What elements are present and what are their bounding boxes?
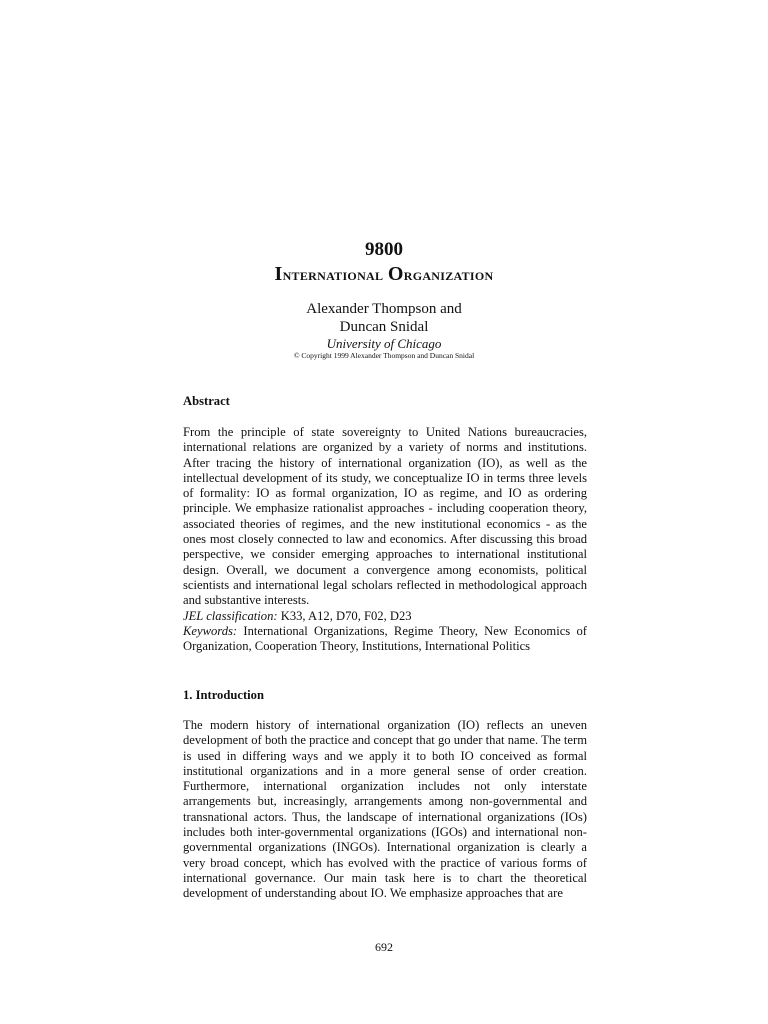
keywords-label: Keywords:	[183, 623, 238, 638]
title-initial-2: O	[387, 263, 404, 285]
authors-block	[0, 300, 768, 336]
document-number: 9800	[365, 239, 403, 260]
affiliation: University of Chicago	[326, 336, 442, 351]
title-initial-1: I	[274, 263, 283, 285]
document-title	[0, 262, 768, 287]
abstract-paragraph: From the principle of state sovereignty to United Nations bureaucracies, international relations are organized by a variety of norms and institutions. After tracing the history of international organization (IO), as well as the intellectual development of its study, we conceptualize IO in terms three levels of formality: IO as formal organization, IO as regime, and IO as ordering principle. We emphasize rationalist approaches - including cooperation theory, associated theories of regimes, and the new institutional economics - as the ones most closely connected to law and economics. After discussing this broad perspective, we consider emerging approaches to international institutional design. Overall, we document a convergence among economists, political scientists and international legal scholars reflected in methodological approach and substantive interests.	[183, 425, 587, 608]
jel-value: K33, A12, D70, F02, D23	[277, 608, 412, 623]
jel-classification	[183, 609, 587, 624]
copyright-notice: © Copyright 1999 Alexander Thompson and Duncan Snidal	[293, 351, 475, 360]
introduction-heading: 1. Introduction	[183, 688, 264, 702]
abstract-heading: Abstract	[183, 394, 230, 408]
keywords-value: International Organizations, Regime Theory, New Economics of Organization, Cooperation Theory, Institutions, International Politics	[183, 623, 587, 654]
keywords	[183, 624, 587, 655]
introduction-paragraph: The modern history of international organization (IO) reflects an uneven development of both the practice and concept that go under that name. The term is used in differing ways and we apply it to both IO conceived as formal institutional organizations and in a more general sense of order creation. Furthermore, international organization includes not only interstate arrangements but, increasingly, arrangements among non-governmental and transnational actors. Thus, the landscape of international organizations (IOs) includes both inter-governmental organizations (IGOs) and international non-governmental organizations (INGOs). International organization is clearly a very broad concept, which has evolved with the practice of various forms of international governance. Our main task here is to chart the theoretical development of understanding about IO. We emphasize approaches that are	[183, 718, 587, 901]
page-number: 692	[375, 940, 393, 954]
title-word-1-rest: nternational	[282, 265, 384, 284]
jel-label: JEL classification:	[183, 608, 278, 623]
title-word-2-rest: rganization	[403, 265, 494, 284]
abstract-body	[183, 425, 587, 654]
introduction-body	[183, 718, 587, 902]
author-line-1: Alexander Thompson and	[306, 301, 462, 317]
author-line-2: Duncan Snidal	[339, 319, 429, 335]
